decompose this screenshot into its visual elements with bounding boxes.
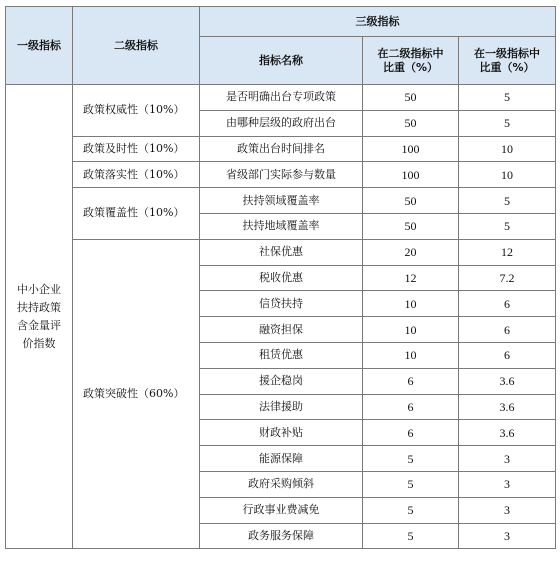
indicator-name-cell: 扶持地域覆盖率 xyxy=(200,213,363,239)
indicator-name-cell: 扶持领域覆盖率 xyxy=(200,188,363,214)
weight-in-level2-cell: 6 xyxy=(363,394,459,420)
weight-in-level1-cell: 12 xyxy=(459,239,556,265)
header-weight-in-level2-line1: 在二级指标中 xyxy=(377,46,444,60)
weight-in-level1-cell: 10 xyxy=(459,136,556,162)
weight-in-level2-cell: 50 xyxy=(363,188,459,214)
weight-in-level2-cell: 50 xyxy=(363,110,459,136)
weight-in-level1-cell: 3 xyxy=(459,523,556,549)
indicator-name-cell: 融资担保 xyxy=(200,317,363,343)
weight-in-level2-cell: 10 xyxy=(363,317,459,343)
level2-indicator-cell: 政策覆盖性（10%） xyxy=(73,188,200,240)
header-indicator-name: 指标名称 xyxy=(200,37,363,85)
level2-indicator-cell: 政策及时性（10%） xyxy=(73,136,200,162)
indicator-name-cell: 信贷扶持 xyxy=(200,291,363,317)
weight-in-level1-cell: 6 xyxy=(459,317,556,343)
weight-in-level1-cell: 3 xyxy=(459,497,556,523)
header-weight-in-level1-line2: 比重（%） xyxy=(479,60,535,74)
indicator-name-cell: 是否明确出台专项政策 xyxy=(200,85,363,111)
weight-in-level2-cell: 10 xyxy=(363,342,459,368)
weight-in-level2-cell: 10 xyxy=(363,291,459,317)
level1-indicator-line: 中小企业 xyxy=(17,282,61,296)
weight-in-level2-cell: 5 xyxy=(363,471,459,497)
weight-in-level2-cell: 6 xyxy=(363,368,459,394)
indicator-name-cell: 法律援助 xyxy=(200,394,363,420)
table-row xyxy=(6,162,556,188)
weight-in-level2-cell: 100 xyxy=(363,162,459,188)
level2-indicator-cell: 政策权威性（10%） xyxy=(73,85,200,137)
table-row xyxy=(6,85,556,111)
indicator-name-cell: 省级部门实际参与数量 xyxy=(200,162,363,188)
header-weight-in-level2-line2: 比重（%） xyxy=(382,60,439,74)
indicator-table xyxy=(5,6,556,549)
level1-indicator-line: 扶持政策 xyxy=(17,300,61,314)
header-weight-in-level1 xyxy=(459,37,556,85)
indicator-name-cell: 政务服务保障 xyxy=(200,523,363,549)
level1-indicator-line: 价指数 xyxy=(22,336,56,350)
level1-indicator-cell xyxy=(6,85,73,549)
weight-in-level2-cell: 5 xyxy=(363,446,459,472)
weight-in-level1-cell: 6 xyxy=(459,342,556,368)
weight-in-level2-cell: 12 xyxy=(363,265,459,291)
indicator-name-cell: 政府采购倾斜 xyxy=(200,471,363,497)
weight-in-level2-cell: 5 xyxy=(363,497,459,523)
weight-in-level1-cell: 3.6 xyxy=(459,420,556,446)
level1-indicator-line: 含金量评 xyxy=(17,318,61,332)
indicator-name-cell: 政策出台时间排名 xyxy=(200,136,363,162)
weight-in-level1-cell: 3.6 xyxy=(459,394,556,420)
weight-in-level2-cell: 50 xyxy=(363,213,459,239)
table-row xyxy=(6,136,556,162)
header-weight-in-level1-line1: 在一级指标中 xyxy=(474,46,540,60)
indicator-name-cell: 租赁优惠 xyxy=(200,342,363,368)
indicator-name-cell: 税收优惠 xyxy=(200,265,363,291)
header-level3: 三级指标 xyxy=(200,7,556,37)
indicator-table-container xyxy=(5,6,555,549)
weight-in-level1-cell: 3.6 xyxy=(459,368,556,394)
weight-in-level2-cell: 6 xyxy=(363,420,459,446)
weight-in-level2-cell: 5 xyxy=(363,523,459,549)
indicator-table-body xyxy=(6,85,556,549)
weight-in-level2-cell: 50 xyxy=(363,85,459,111)
weight-in-level1-cell: 7.2 xyxy=(459,265,556,291)
header-weight-in-level2 xyxy=(363,37,459,85)
level2-indicator-cell: 政策落实性（10%） xyxy=(73,162,200,188)
indicator-name-cell: 行政事业费减免 xyxy=(200,497,363,523)
indicator-name-cell: 由哪种层级的政府出台 xyxy=(200,110,363,136)
weight-in-level1-cell: 5 xyxy=(459,213,556,239)
table-row xyxy=(6,239,556,265)
weight-in-level1-cell: 3 xyxy=(459,471,556,497)
weight-in-level1-cell: 5 xyxy=(459,110,556,136)
weight-in-level1-cell: 3 xyxy=(459,446,556,472)
weight-in-level2-cell: 20 xyxy=(363,239,459,265)
weight-in-level2-cell: 100 xyxy=(363,136,459,162)
indicator-name-cell: 财政补贴 xyxy=(200,420,363,446)
indicator-name-cell: 援企稳岗 xyxy=(200,368,363,394)
weight-in-level1-cell: 5 xyxy=(459,188,556,214)
weight-in-level1-cell: 10 xyxy=(459,162,556,188)
level2-indicator-cell: 政策突破性（60%） xyxy=(73,239,200,549)
indicator-name-cell: 社保优惠 xyxy=(200,239,363,265)
weight-in-level1-cell: 5 xyxy=(459,85,556,111)
header-level1: 一级指标 xyxy=(6,7,73,85)
table-row xyxy=(6,188,556,214)
header-level2: 二级指标 xyxy=(73,7,200,85)
indicator-name-cell: 能源保障 xyxy=(200,446,363,472)
weight-in-level1-cell: 6 xyxy=(459,291,556,317)
